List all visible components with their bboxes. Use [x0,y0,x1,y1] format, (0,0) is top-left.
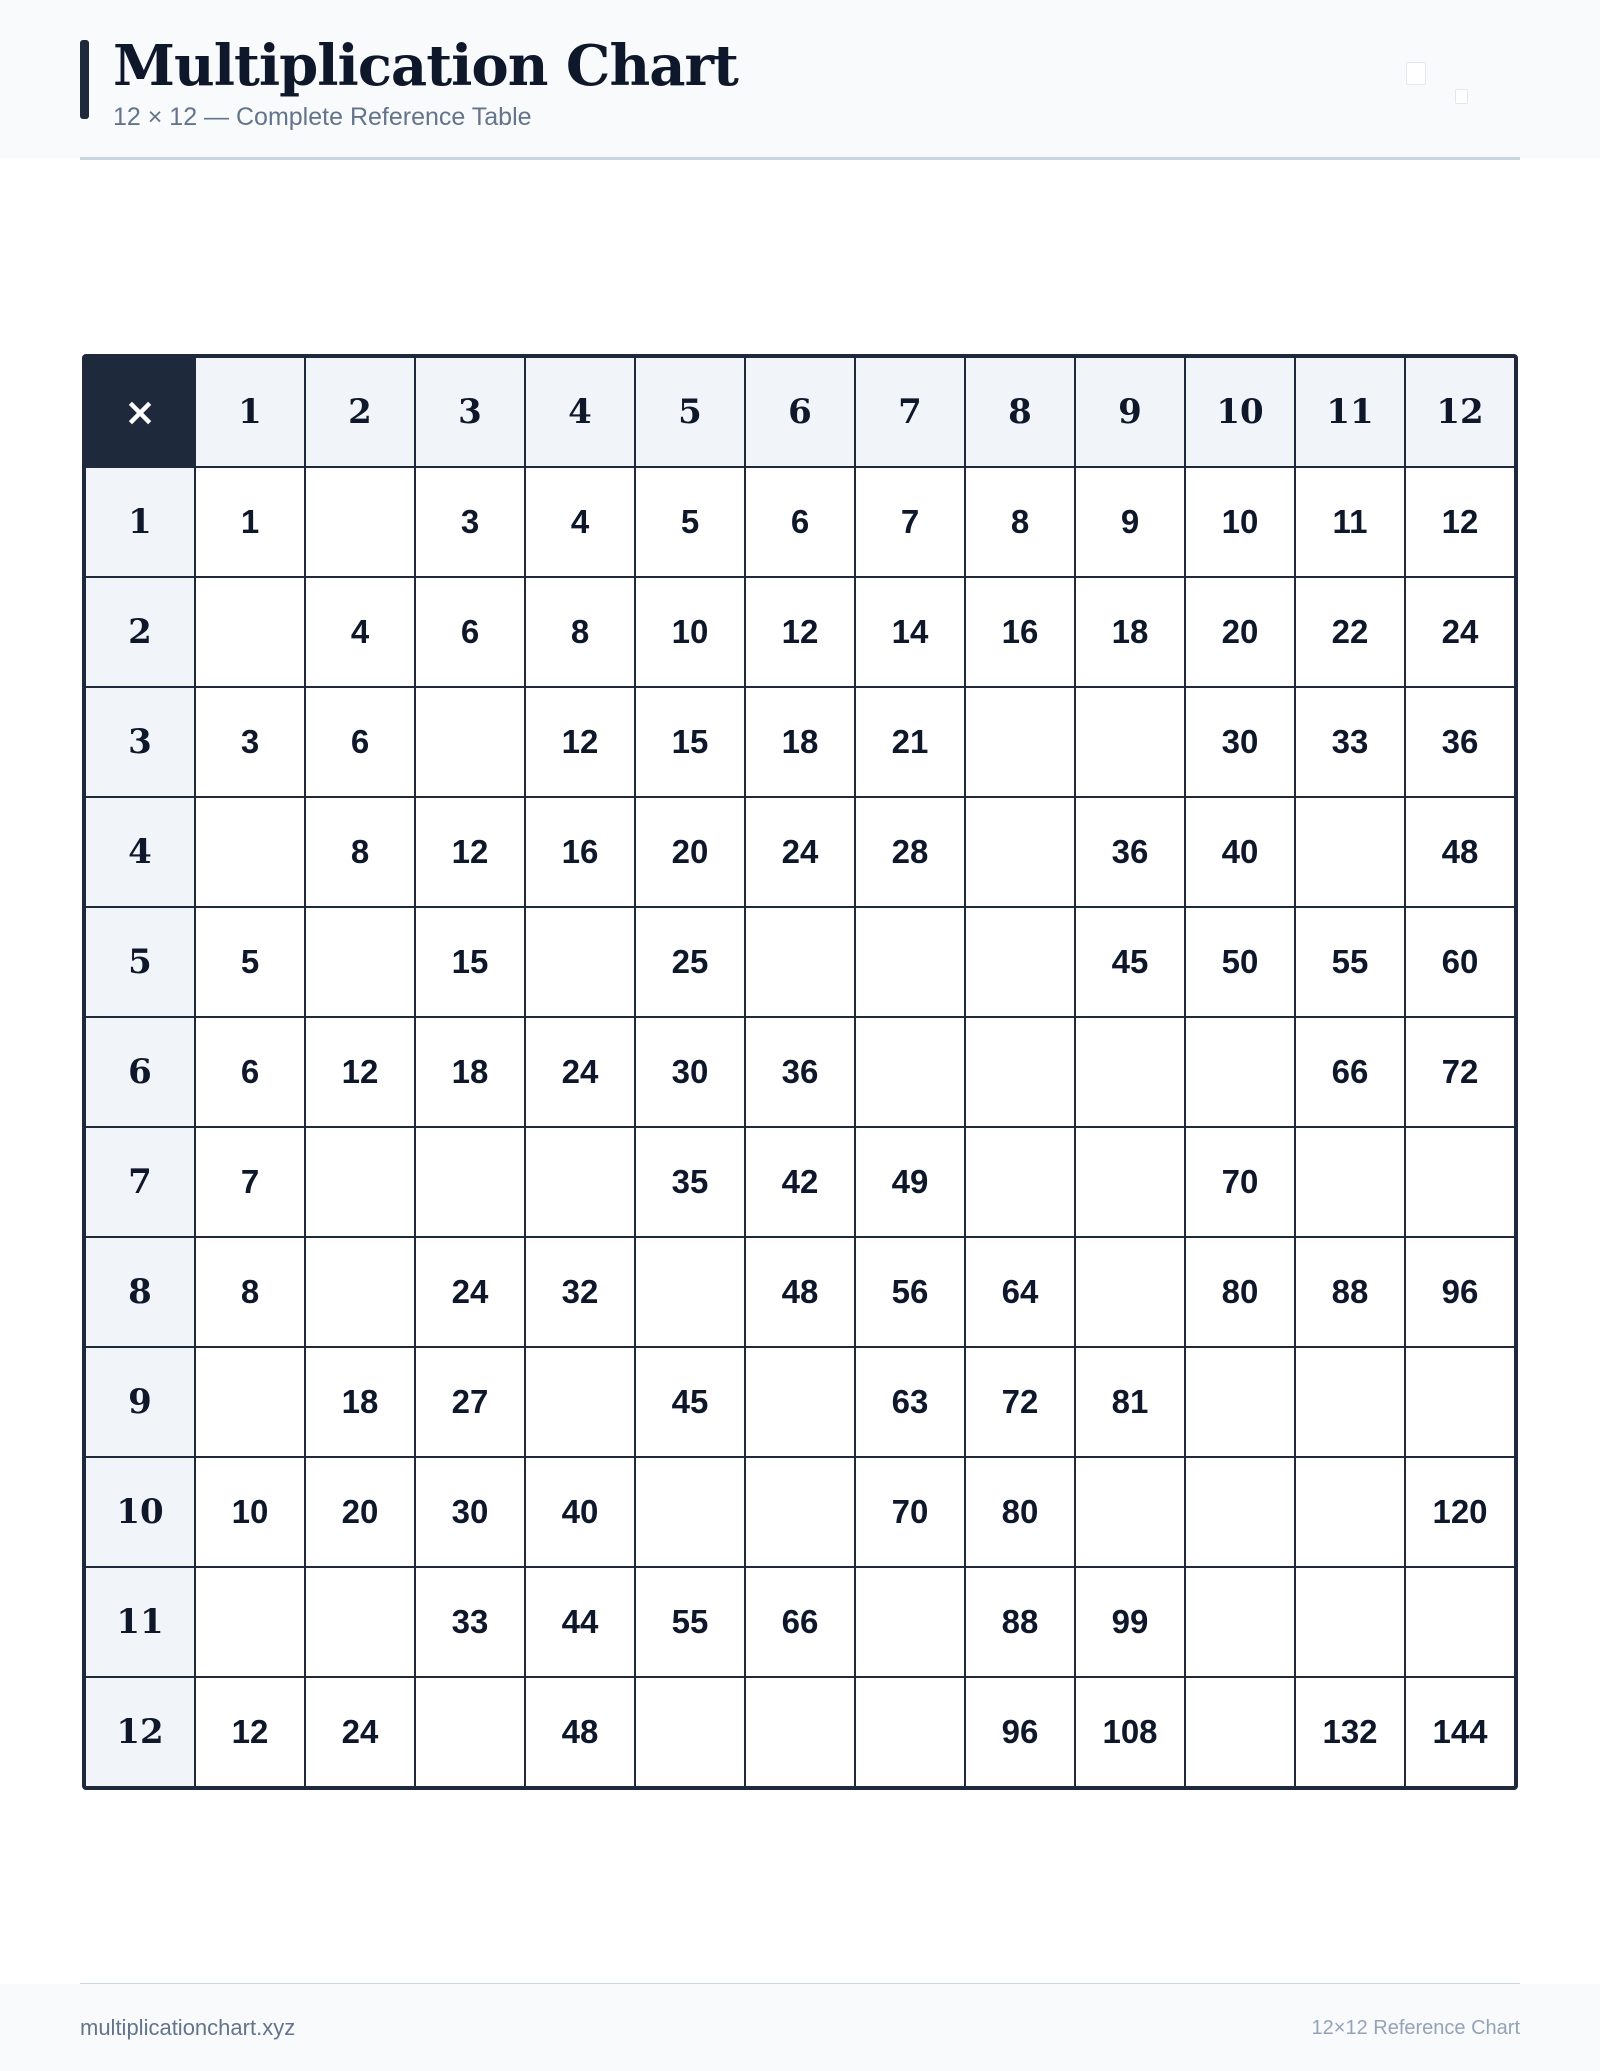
table-cell: 9 [1076,468,1184,576]
table-cell: 10 [636,578,744,686]
table-cell: 144 [1406,1678,1514,1786]
table-cell: 20 [306,1458,414,1566]
table-cell: 5 [196,908,304,1016]
table-cell: 10 [1186,468,1294,576]
table-cell: 12 [1406,468,1514,576]
row-header: 1 [86,468,194,576]
table-cell [746,908,854,1016]
table-cell: 108 [1076,1678,1184,1786]
table-cell: 16 [526,798,634,906]
table-cell: 18 [416,1018,524,1126]
table-cell [746,1678,854,1786]
column-header: 8 [966,358,1074,466]
table-cell: 24 [306,1678,414,1786]
table-cell: 12 [306,1018,414,1126]
column-header: 5 [636,358,744,466]
table-cell: 24 [746,798,854,906]
table-cell: 25 [636,908,744,1016]
table-cell: 18 [306,1348,414,1456]
table-cell [1076,1018,1184,1126]
row-header: 12 [86,1678,194,1786]
table-cell [636,1458,744,1566]
table-cell: 12 [526,688,634,796]
table-cell: 12 [416,798,524,906]
row-header: 5 [86,908,194,1016]
table-cell: 12 [746,578,854,686]
table-cell: 80 [966,1458,1074,1566]
table-cell: 27 [416,1348,524,1456]
table-cell: 40 [1186,798,1294,906]
table-cell: 15 [636,688,744,796]
table-cell: 30 [416,1458,524,1566]
row-header: 11 [86,1568,194,1676]
footer-chart-label: 12×12 Reference Chart [1311,2017,1520,2039]
table-cell: 72 [966,1348,1074,1456]
table-cell: 24 [416,1238,524,1346]
table-cell: 14 [856,578,964,686]
table-cell: 20 [1186,578,1294,686]
table-cell [1296,798,1404,906]
column-header: 9 [1076,358,1184,466]
table-cell [966,1018,1074,1126]
column-header: 1 [196,358,304,466]
table-cell: 66 [1296,1018,1404,1126]
table-cell: 24 [526,1018,634,1126]
table-cell [196,1568,304,1676]
column-header: 3 [416,358,524,466]
table-cell: 7 [196,1128,304,1236]
table-cell: 88 [1296,1238,1404,1346]
column-header: 4 [526,358,634,466]
table-cell [1296,1128,1404,1236]
table-cell [1406,1348,1514,1456]
table-cell [526,908,634,1016]
column-header: 10 [1186,358,1294,466]
table-cell [1076,1128,1184,1236]
table-cell: 5 [636,468,744,576]
table-cell: 36 [1406,688,1514,796]
table-cell [636,1678,744,1786]
table-cell [1186,1458,1294,1566]
table-cell: 96 [1406,1238,1514,1346]
table-cell: 32 [526,1238,634,1346]
table-cell: 60 [1406,908,1514,1016]
row-header: 9 [86,1348,194,1456]
table-cell: 30 [1186,688,1294,796]
column-header: 12 [1406,358,1514,466]
table-cell: 48 [746,1238,854,1346]
table-cell [306,1128,414,1236]
row-header: 10 [86,1458,194,1566]
table-cell [196,798,304,906]
table-cell: 6 [196,1018,304,1126]
table-cell: 55 [636,1568,744,1676]
table-cell [1406,1568,1514,1676]
table-cell: 33 [1296,688,1404,796]
table-cell: 12 [196,1678,304,1786]
table-cell: 70 [856,1458,964,1566]
table-cell: 18 [1076,578,1184,686]
table-cell: 8 [526,578,634,686]
corner-multiply-symbol: × [86,358,194,466]
table-cell [1296,1348,1404,1456]
column-header: 7 [856,358,964,466]
table-cell [196,1348,304,1456]
table-cell [1076,1238,1184,1346]
table-cell: 44 [526,1568,634,1676]
table-cell [746,1348,854,1456]
table-cell: 30 [636,1018,744,1126]
table-cell: 42 [746,1128,854,1236]
table-cell [966,688,1074,796]
table-cell: 6 [746,468,854,576]
table-cell: 28 [856,798,964,906]
table-cell: 8 [966,468,1074,576]
table-cell: 4 [526,468,634,576]
table-cell: 18 [746,688,854,796]
table-cell [856,1568,964,1676]
table-cell: 20 [636,798,744,906]
table-cell [1186,1678,1294,1786]
table-cell: 66 [746,1568,854,1676]
table-cell: 8 [306,798,414,906]
table-cell [856,1018,964,1126]
table-cell [306,908,414,1016]
table-cell: 88 [966,1568,1074,1676]
page-title: Multiplication Chart [113,33,738,99]
table-cell [306,1238,414,1346]
table-cell [416,1678,524,1786]
table-cell: 55 [1296,908,1404,1016]
table-cell: 10 [196,1458,304,1566]
table-cell [856,908,964,1016]
table-cell: 1 [196,468,304,576]
table-cell [746,1458,854,1566]
table-cell [416,1128,524,1236]
table-cell: 35 [636,1128,744,1236]
table-cell [306,468,414,576]
table-cell: 21 [856,688,964,796]
table-cell: 63 [856,1348,964,1456]
table-cell: 33 [416,1568,524,1676]
column-header: 2 [306,358,414,466]
table-cell: 132 [1296,1678,1404,1786]
row-header: 7 [86,1128,194,1236]
table-cell [1296,1458,1404,1566]
table-cell: 120 [1406,1458,1514,1566]
table-cell [966,1128,1074,1236]
table-cell [966,908,1074,1016]
table-cell: 24 [1406,578,1514,686]
column-header: 11 [1296,358,1404,466]
table-cell [416,688,524,796]
table-cell: 36 [746,1018,854,1126]
multiplication-table [82,354,1518,1790]
table-cell [306,1568,414,1676]
table-cell: 3 [196,688,304,796]
table-cell: 80 [1186,1238,1294,1346]
table-cell: 49 [856,1128,964,1236]
table-cell [1406,1128,1514,1236]
table-cell: 99 [1076,1568,1184,1676]
table-cell: 48 [526,1678,634,1786]
placeholder-icon-small [1455,89,1468,104]
table-cell: 22 [1296,578,1404,686]
row-header: 6 [86,1018,194,1126]
table-cell: 3 [416,468,524,576]
table-cell [196,578,304,686]
table-cell: 11 [1296,468,1404,576]
placeholder-icon [1406,62,1426,85]
table-cell [1186,1568,1294,1676]
table-cell: 7 [856,468,964,576]
row-header: 4 [86,798,194,906]
table-cell [856,1678,964,1786]
footer-site-name: multiplicationchart.xyz [80,2015,296,2040]
table-cell [526,1128,634,1236]
table-cell: 15 [416,908,524,1016]
table-cell: 81 [1076,1348,1184,1456]
table-cell [1296,1568,1404,1676]
table-cell: 96 [966,1678,1074,1786]
title-accent-bar [80,40,89,119]
table-cell [526,1348,634,1456]
table-cell: 6 [306,688,414,796]
table-cell [966,798,1074,906]
table-cell [1186,1348,1294,1456]
table-cell: 70 [1186,1128,1294,1236]
table-cell: 4 [306,578,414,686]
table-cell [1076,1458,1184,1566]
table-cell [1186,1018,1294,1126]
table-cell: 36 [1076,798,1184,906]
column-header: 6 [746,358,854,466]
table-cell: 50 [1186,908,1294,1016]
table-cell: 8 [196,1238,304,1346]
table-cell: 56 [856,1238,964,1346]
table-cell: 40 [526,1458,634,1566]
table-cell: 72 [1406,1018,1514,1126]
table-cell: 45 [1076,908,1184,1016]
table-cell: 48 [1406,798,1514,906]
header-divider [80,157,1520,160]
table-cell [636,1238,744,1346]
table-cell: 45 [636,1348,744,1456]
table-cell: 64 [966,1238,1074,1346]
row-header: 2 [86,578,194,686]
table-cell: 6 [416,578,524,686]
table-cell: 16 [966,578,1074,686]
page-subtitle: 12 × 12 — Complete Reference Table [113,103,532,131]
row-header: 3 [86,688,194,796]
table-cell [1076,688,1184,796]
row-header: 8 [86,1238,194,1346]
